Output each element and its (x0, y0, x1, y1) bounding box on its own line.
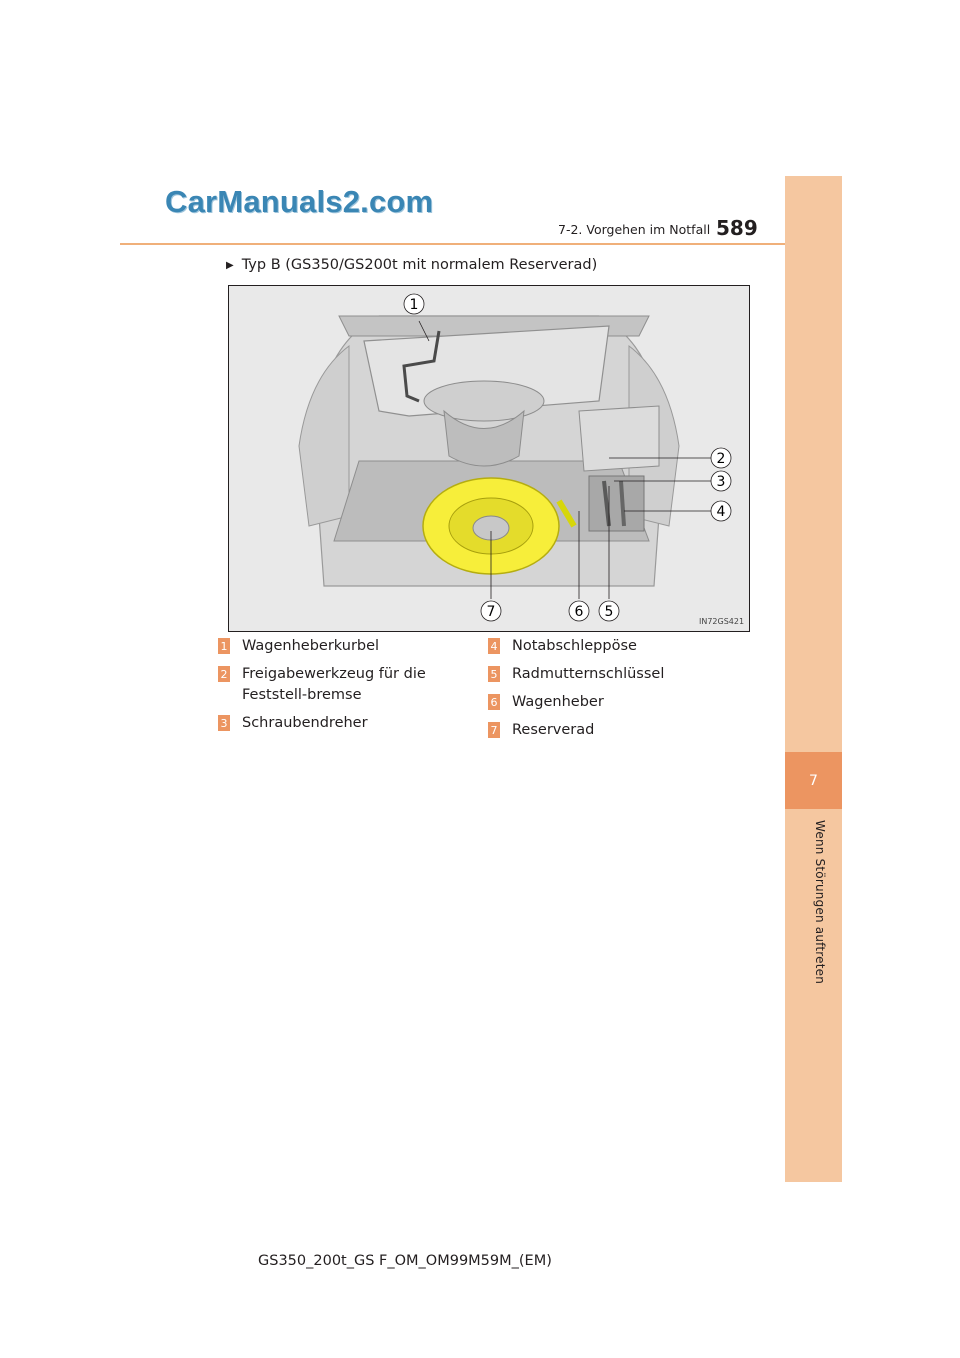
callout-2 (711, 448, 731, 468)
svg-text:7: 7 (486, 604, 496, 620)
chapter-side-tab (785, 176, 842, 1182)
legend-item (218, 636, 468, 657)
legend-number: 3 (218, 715, 230, 731)
legend-text: Freigabewerkzeug für die Feststell-bremse (242, 666, 426, 703)
legend-item (488, 720, 738, 741)
legend-item (488, 636, 738, 657)
image-code: IN72GS421 (699, 617, 745, 626)
legend-number: 4 (488, 638, 500, 654)
callout-6 (569, 601, 589, 621)
callout-4 (711, 501, 731, 521)
watermark-logo: CarManuals2.com (165, 184, 434, 219)
figure-caption (226, 257, 597, 273)
svg-text:3: 3 (716, 474, 726, 490)
legend-number: 1 (218, 638, 230, 654)
callout-7 (481, 601, 501, 621)
svg-text:6: 6 (574, 604, 584, 620)
caption-arrow-icon: ▶ (226, 259, 234, 271)
legend-item (488, 664, 738, 685)
svg-text:2: 2 (716, 451, 726, 467)
trunk-illustration (228, 285, 750, 632)
legend-number: 5 (488, 666, 500, 682)
legend-item (218, 713, 468, 734)
callout-5 (599, 601, 619, 621)
legend-text: Radmutternschlüssel (512, 666, 665, 682)
legend-text: Schraubendreher (242, 715, 368, 731)
legend-item (218, 664, 468, 706)
svg-text:4: 4 (716, 504, 726, 520)
legend-right (488, 636, 738, 748)
legend-text: Notabschleppöse (512, 638, 637, 654)
header-divider (120, 243, 785, 245)
legend-text: Reserverad (512, 722, 595, 738)
svg-text:5: 5 (604, 604, 614, 620)
page-number: 589 (716, 216, 758, 240)
legend-left (218, 636, 468, 741)
svg-text:1: 1 (409, 297, 419, 313)
legend-number: 7 (488, 722, 500, 738)
legend-number: 6 (488, 694, 500, 710)
callout-3 (711, 471, 731, 491)
legend-text: Wagenheber (512, 694, 604, 710)
legend-number: 2 (218, 666, 230, 682)
chapter-label: Wenn Störungen auftreten (813, 820, 827, 985)
legend-text: Wagenheberkurbel (242, 638, 380, 654)
chapter-number-tab[interactable]: 7 (785, 752, 842, 809)
section-title: 7-2. Vorgehen im Notfall (558, 222, 711, 237)
legend-item (488, 692, 738, 713)
caption-text: Typ B (GS350/GS200t mit normalem Reserverad) (241, 257, 598, 273)
document-footer: GS350_200t_GS F_OM_OM99M59M_(EM) (258, 1253, 552, 1269)
callout-1 (404, 294, 424, 314)
